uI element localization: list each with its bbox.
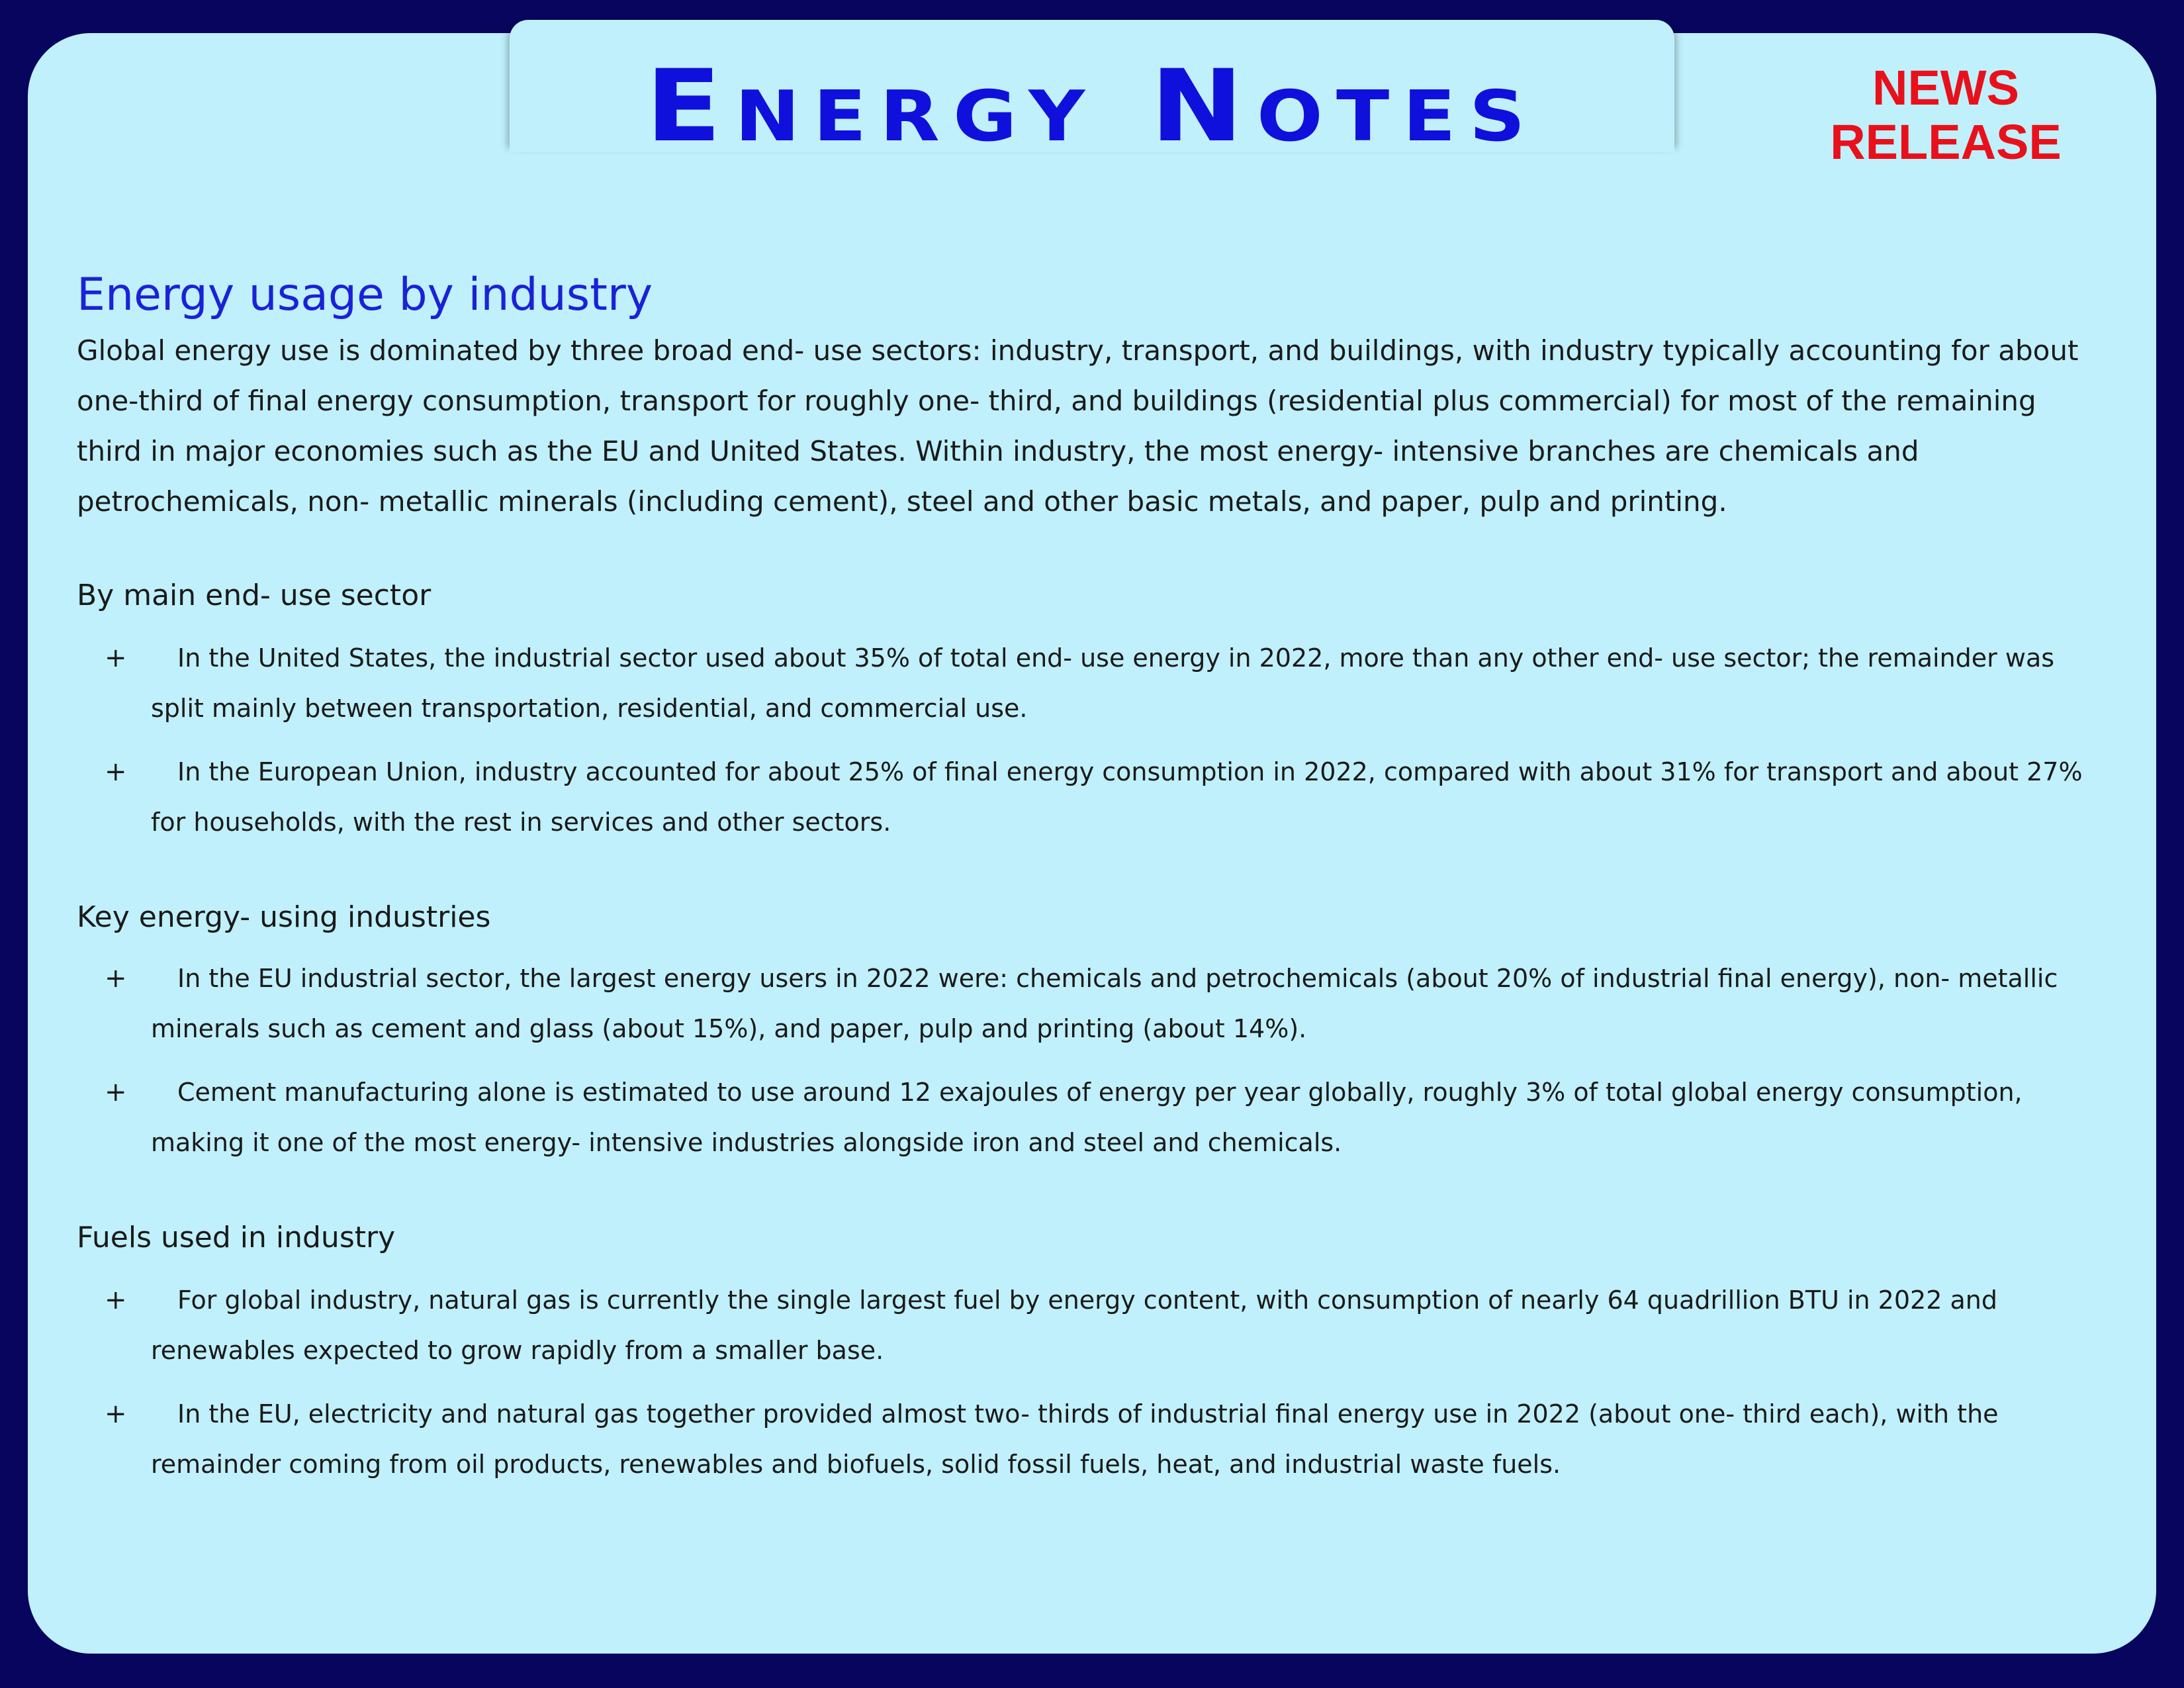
bullet-text: In the European Union, industry accounted for about 25% of final energy consumption in 2022, compared with about 31% for transport and about 27% for households, with the rest in services and other sectors. <box>151 757 2083 837</box>
list-item <box>77 953 2089 1054</box>
bullet-text: In the United States, the industrial sector used about 35% of total end- use energy in 2022, more than any other end- use sector; the remainder was split mainly between transportation, residential, and commercial use. <box>151 643 2055 723</box>
bullet-text: Cement manufacturing alone is estimated to use around 12 exajoules of energy per year globally, roughly 3% of total global energy consumption, making it one of the most energy- intensive industries alongside iron and steel and chemicals. <box>151 1078 2023 1157</box>
badge-line-1: NEWS <box>1872 60 2019 115</box>
newsletter-title: Energy Notes <box>645 49 1539 164</box>
bullet-plus-icon: + <box>105 643 127 673</box>
bullet-text: For global industry, natural gas is currently the single largest fuel by energy content, with consumption of nearly 64 quadrillion BTU in 2022 and renewables expected to grow rapidly from a smaller base. <box>151 1286 1997 1365</box>
list-item <box>77 633 2089 733</box>
bullet-plus-icon: + <box>105 1285 127 1315</box>
article-heading: Energy usage by industry <box>77 269 653 321</box>
bullet-plus-icon: + <box>105 963 127 994</box>
badge-line-2: RELEASE <box>1830 115 2062 169</box>
bullet-text: In the EU, electricity and natural gas together provided almost two- thirds of industrial final energy use in 2022 (about one- third each), with the remainder coming from oil products, renewables and biofuels, solid fossil fuels, heat, and industrial waste fuels. <box>151 1399 1999 1479</box>
section-title: Key energy- using industries <box>77 900 491 934</box>
section-title: Fuels used in industry <box>77 1221 396 1254</box>
article-intro: Global energy use is dominated by three broad end- use sectors: industry, transport, and buildings, with industry typically accounting for about one-third of final energy consumption, transport for roughly one- third, and buildings (residential plus commercial) for most of the remaining third in major economies such as the EU and United States. Within industry, the most energy- intensive branches are chemicals and petrochemicals, non- metallic minerals (including cement), steel and other basic metals, and paper, pulp and printing. <box>77 334 2079 518</box>
list-item <box>77 1067 2089 1168</box>
bullet-plus-icon: + <box>105 757 127 787</box>
bullet-plus-icon: + <box>105 1077 127 1107</box>
list-item <box>77 1275 2089 1376</box>
bullet-plus-icon: + <box>105 1399 127 1429</box>
bullet-text: In the EU industrial sector, the largest energy users in 2022 were: chemicals and petrochemicals (about 20% of industrial final energy), non- metallic minerals such as cement and glass (about 15%), and paper, pulp and printing (about 14%). <box>151 964 2058 1043</box>
article <box>77 265 2089 1479</box>
list-item <box>77 747 2089 847</box>
list-item <box>77 1389 2089 1489</box>
section-title: By main end- use sector <box>77 579 432 612</box>
news-release-badge <box>1774 61 2118 169</box>
